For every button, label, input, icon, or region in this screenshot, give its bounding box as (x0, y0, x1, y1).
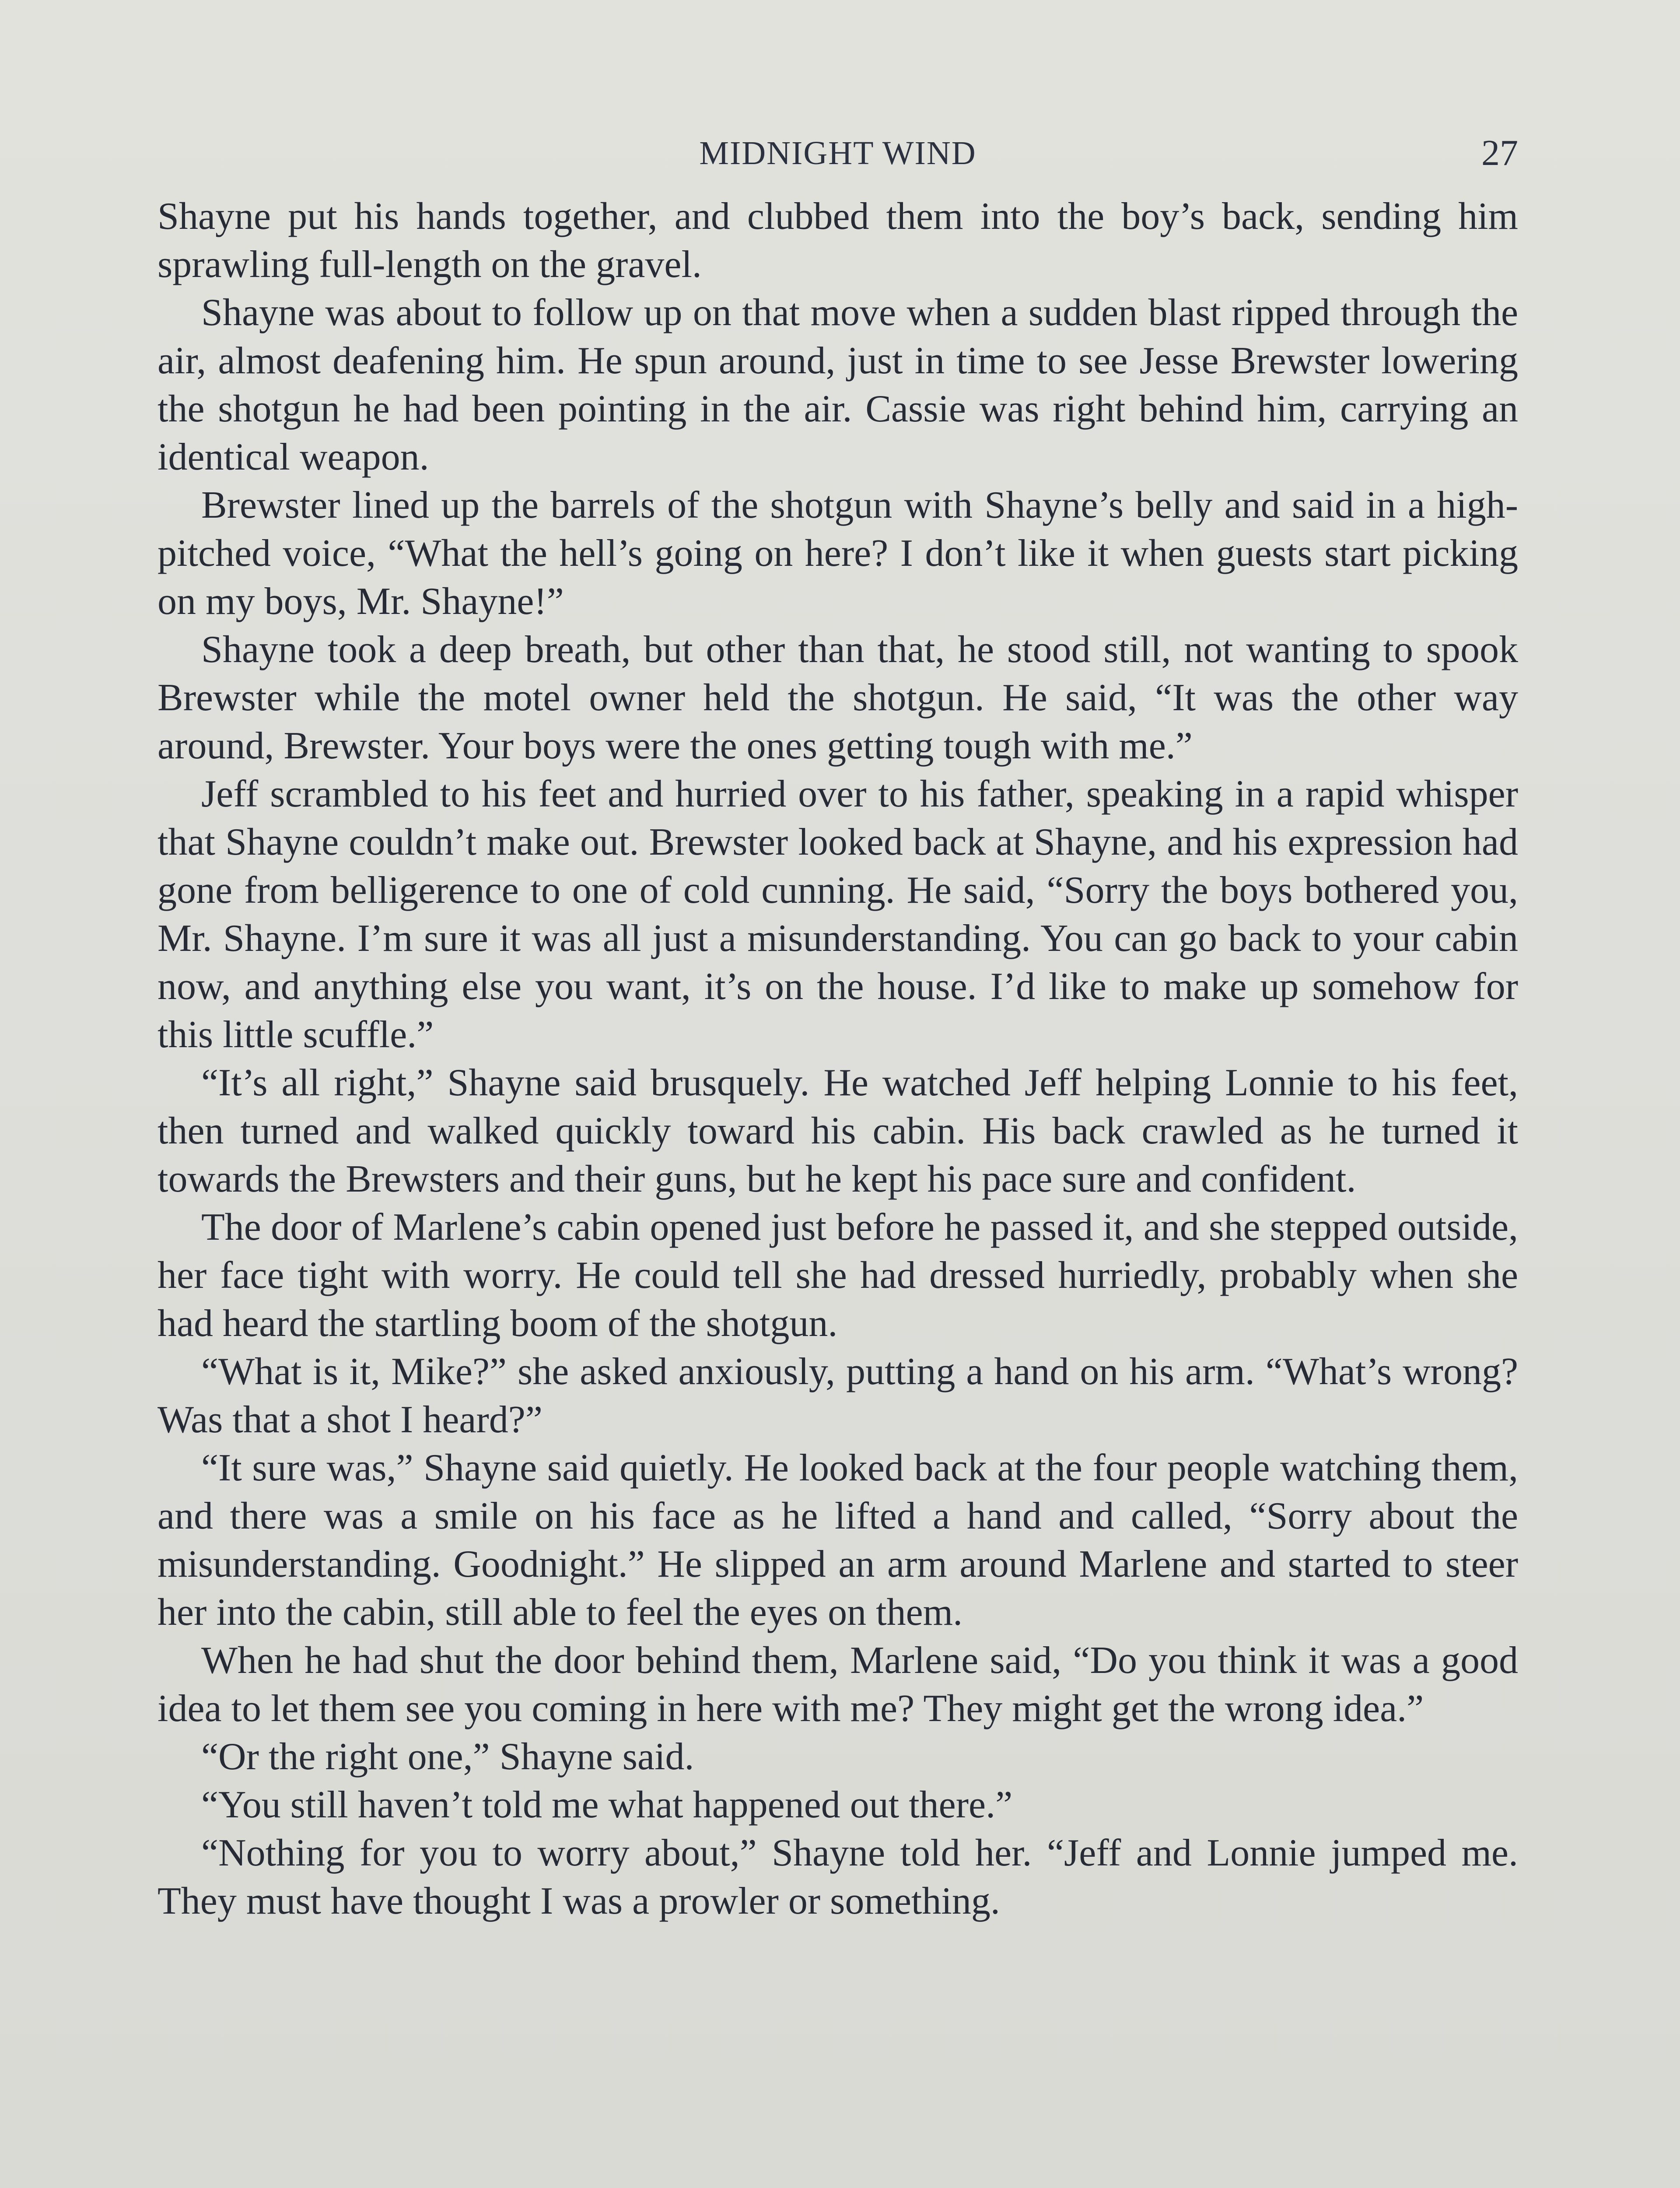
paragraph: “What is it, Mike?” she asked anxiously, putting a hand on his arm. “What’s wrong? Was that a shot I heard?” (158, 1350, 1518, 1441)
paragraph: Brewster lined up the barrels of the shotgun with Shayne’s belly and said in a high-pitched voice, “What the hell’s going on here? I don’t like it when guests start picking on my boys, Mr. Shayne!” (158, 484, 1518, 623)
paragraph: Shayne put his hands together, and clubbed them into the boy’s back, sending him sprawling full-length on the gravel. (158, 195, 1518, 286)
paragraph: The door of Marlene’s cabin opened just before he passed it, and she stepped outside, her face tight with worry. He could tell she had dressed hurriedly, probably when she had heard the startling boom of the shotgun. (158, 1206, 1518, 1345)
paragraph: “It sure was,” Shayne said quietly. He looked back at the four people watching them, and there was a smile on his face as he lifted a hand and called, “Sorry about the misunderstanding. Goodnight.” He slipped an arm around Marlene and started to steer her into the cabin, still able to feel the eyes on them. (158, 1447, 1518, 1634)
page-header (158, 127, 1518, 179)
paragraph: When he had shut the door behind them, Marlene said, “Do you think it was a good idea to let them see you coming in here with me? They might get the wrong idea.” (158, 1639, 1518, 1730)
paragraph: Shayne was about to follow up on that move when a sudden blast ripped through the air, almost deafening him. He spun around, just in time to see Jesse Brewster lowering the shotgun he had been pointing in the air. Cassie was right behind him, carrying an identical weapon. (158, 291, 1518, 478)
paragraph: “Or the right one,” Shayne said. (201, 1736, 694, 1778)
paragraph: “Nothing for you to worry about,” Shayne told her. “Jeff and Lonnie jumped me. They must have thought I was a prowler or something. (158, 1832, 1518, 1922)
paragraph: “You still haven’t told me what happened out there.” (201, 1784, 1013, 1826)
paragraph: “It’s all right,” Shayne said brusquely. He watched Jeff helping Lonnie to his feet, then turned and walked quickly toward his cabin. His back crawled as he turned it towards the Brewsters and their guns, but he kept his pace sure and confident. (158, 1062, 1518, 1200)
running-title: MIDNIGHT WIND (699, 135, 976, 172)
body-text (158, 193, 1518, 1925)
page-number: 27 (1481, 133, 1518, 173)
paragraph: Shayne took a deep breath, but other than that, he stood still, not wanting to spook Brewster while the motel owner held the shotgun. He said, “It was the other way around, Brewster. Your boys were the ones getting tough with me.” (158, 628, 1518, 767)
paragraph: Jeff scrambled to his feet and hurried over to his father, speaking in a rapid whisper that Shayne couldn’t make out. Brewster looked back at Shayne, and his expression had gone from belligerence to one of cold cunning. He said, “Sorry the boys bothered you, Mr. Shayne. I’m sure it was all just a misunderstanding. You can go back to your cabin now, and anything else you want, it’s on the house. I’d like to make up somehow for this little scuffle.” (158, 773, 1518, 1056)
